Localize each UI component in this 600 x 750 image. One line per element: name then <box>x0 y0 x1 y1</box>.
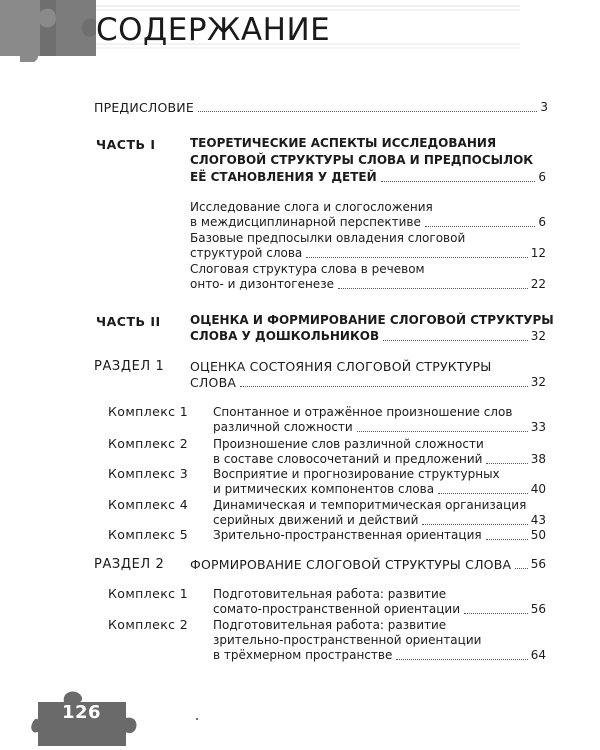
page-ref: 43 <box>530 513 546 527</box>
toc-part-2-row[interactable] <box>190 329 546 344</box>
part-1-title-line: ЕЁ СТАНОВЛЕНИЯ У ДЕТЕЙ <box>190 170 377 184</box>
dot-leader <box>381 180 536 182</box>
dot-leader <box>383 339 528 341</box>
page-title: СОДЕРЖАНИЕ <box>96 12 331 48</box>
toc-item-row[interactable] <box>190 277 546 292</box>
toc-item-line: Исследование слога и слогосложения <box>190 200 433 214</box>
toc-complex-row[interactable] <box>213 420 546 435</box>
page-ref: 64 <box>530 648 546 662</box>
dot-leader <box>306 256 527 258</box>
complex-title-line: Подготовительная работа: развитие <box>213 587 447 601</box>
toc-item-row[interactable] <box>190 246 546 261</box>
toc-section-1-row[interactable] <box>190 375 546 390</box>
section-2-label: РАЗДЕЛ 2 <box>94 557 165 572</box>
page-ref: 6 <box>538 215 546 229</box>
complex-label: Комплекс 1 <box>108 404 189 419</box>
page-number: 126 <box>62 702 102 723</box>
toc-item-row[interactable] <box>190 215 546 230</box>
page-ref: 40 <box>530 482 546 496</box>
dot-leader <box>486 462 527 464</box>
part-2-title-line: ОЦЕНКА И ФОРМИРОВАНИЕ СЛОГОВОЙ СТРУКТУРЫ <box>190 313 554 327</box>
page-ref: 32 <box>530 329 546 343</box>
page-ref: 3 <box>540 100 548 114</box>
section-1-title-line: СЛОВА <box>190 375 237 390</box>
complex-title-line: серийных движений и действий <box>213 513 419 527</box>
toc-item-line: структурой слова <box>190 246 303 260</box>
section-2-title-line: ФОРМИРОВАНИЕ СЛОГОВОЙ СТРУКТУРЫ СЛОВА <box>190 557 512 572</box>
print-speck <box>196 718 198 720</box>
complex-label: Комплекс 3 <box>108 466 189 481</box>
dot-leader <box>515 567 527 569</box>
dot-leader <box>198 110 537 112</box>
toc-item-line: онто- и дизонтогенезе <box>190 277 334 291</box>
toc-section-2-row[interactable] <box>190 557 546 572</box>
dot-leader <box>240 385 528 387</box>
toc-complex-row[interactable] <box>213 602 546 617</box>
complex-title-line: в трёхмерном пространстве <box>213 648 393 662</box>
complex-label: Комплекс 5 <box>108 527 189 542</box>
page-ref: 32 <box>530 375 546 389</box>
page-ref: 56 <box>530 602 546 616</box>
complex-label: Комплекс 4 <box>108 497 189 512</box>
page-ref: 50 <box>530 528 546 542</box>
dot-leader <box>396 658 527 660</box>
preface-label: ПРЕДИСЛОВИЕ <box>94 100 194 115</box>
complex-label: Комплекс 2 <box>108 617 189 632</box>
toc-complex-row[interactable] <box>213 452 546 467</box>
toc-preface-row[interactable] <box>94 100 548 115</box>
complex-title-line: Произношение слов различной сложности <box>213 437 484 451</box>
complex-title-line: сомато-пространственной ориентации <box>213 602 461 616</box>
part-1-title-line: СЛОГОВОЙ СТРУКТУРЫ СЛОВА И ПРЕДПОСЫЛОК <box>190 153 534 167</box>
toc-item-line: Базовые предпосылки овладения слоговой <box>190 231 466 245</box>
complex-title-line: в составе словосочетаний и предложений <box>213 452 483 466</box>
complex-title-line: Зрительно-пространственная ориентация <box>213 528 482 542</box>
dot-leader <box>486 538 528 540</box>
toc-part-1-row[interactable] <box>190 170 546 185</box>
page-ref: 33 <box>530 420 546 434</box>
page-ref: 22 <box>530 277 546 291</box>
page-ref: 38 <box>530 452 546 466</box>
complex-label: Комплекс 2 <box>108 436 189 451</box>
complex-title-line: Динамическая и темпоритмическая организация <box>213 498 527 512</box>
toc-complex-row[interactable] <box>213 513 546 528</box>
page-ref: 56 <box>530 557 546 571</box>
complex-title-line: Восприятие и прогнозирование структурных <box>213 467 500 481</box>
dot-leader <box>438 492 528 494</box>
section-1-title-line: ОЦЕНКА СОСТОЯНИЯ СЛОГОВОЙ СТРУКТУРЫ <box>190 359 492 374</box>
dot-leader <box>464 612 528 614</box>
part-2-label: ЧАСТЬ II <box>96 314 161 329</box>
part-1-label: ЧАСТЬ I <box>96 137 156 152</box>
complex-title-line: зрительно-пространственной ориентации <box>213 633 482 647</box>
toc-item-line: в междисциплинарной перспективе <box>190 215 421 229</box>
dot-leader <box>357 430 528 432</box>
page-ref: 12 <box>530 246 546 260</box>
page-ref: 6 <box>538 170 546 184</box>
dot-leader <box>338 287 528 289</box>
dot-leader <box>425 225 535 227</box>
dot-leader <box>422 523 527 525</box>
toc-complex-row[interactable] <box>213 528 546 543</box>
toc-item-line: Слоговая структура слова в речевом <box>190 262 425 276</box>
complex-title-line: различной сложности <box>213 420 353 434</box>
toc-complex-row[interactable] <box>213 482 546 497</box>
part-1-title-line: ТЕОРЕТИЧЕСКИЕ АСПЕКТЫ ИССЛЕДОВАНИЯ <box>190 136 497 150</box>
complex-title-line: Подготовительная работа: развитие <box>213 618 447 632</box>
complex-title-line: и ритмических компонентов слова <box>213 482 435 496</box>
toc-complex-row[interactable] <box>213 648 546 663</box>
complex-label: Комплекс 1 <box>108 586 189 601</box>
section-1-label: РАЗДЕЛ 1 <box>94 359 165 374</box>
complex-title-line: Спонтанное и отражённое произношение слов <box>213 405 513 419</box>
part-2-title-line: СЛОВА У ДОШКОЛЬНИКОВ <box>190 329 380 343</box>
